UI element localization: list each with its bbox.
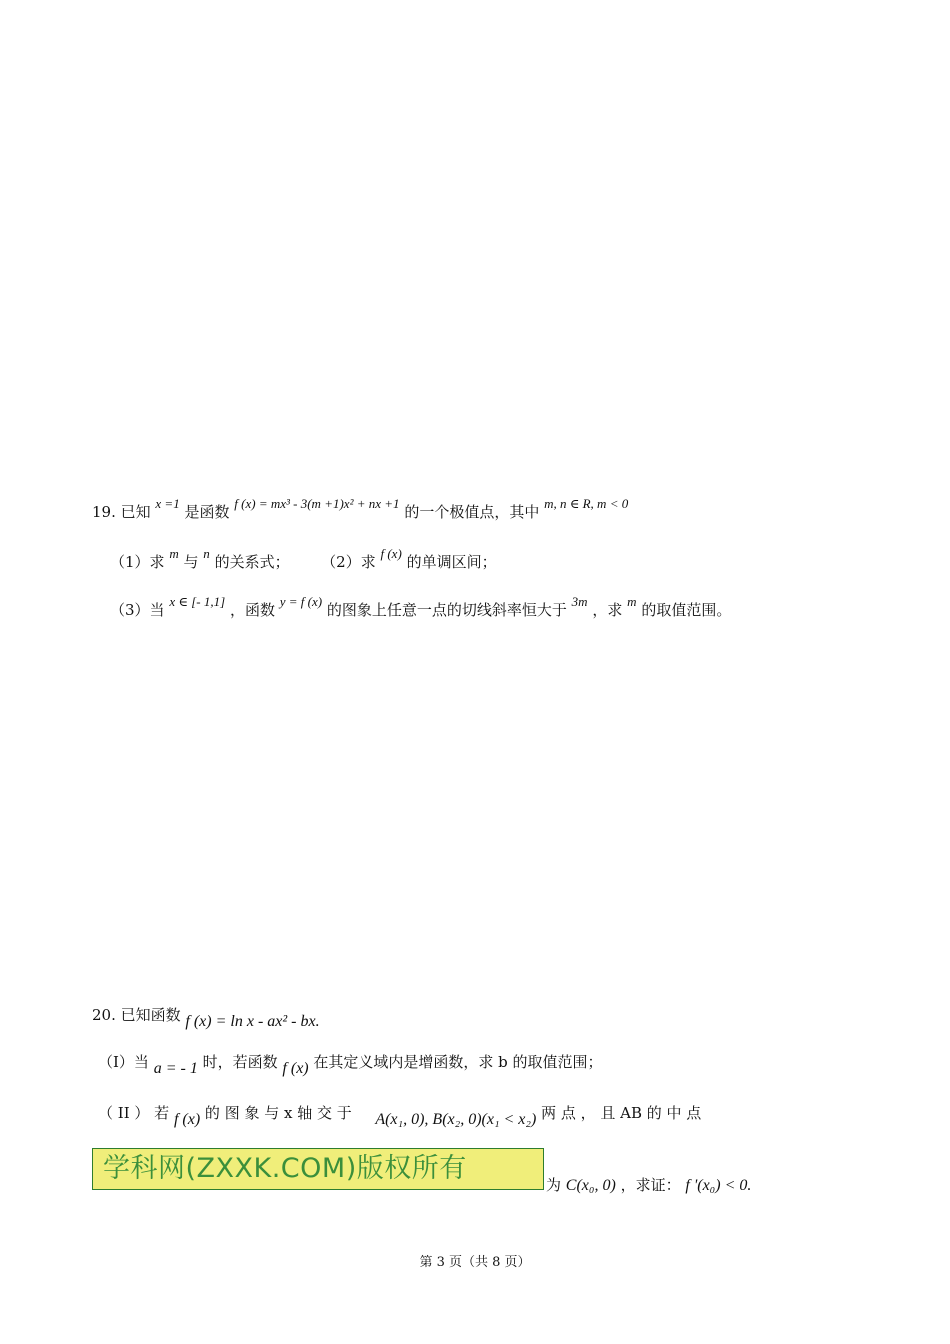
q20-text: 在其定义域内是增函数，求 b 的取值范围；	[313, 1053, 603, 1071]
q19-text: 与	[183, 553, 199, 571]
math-m: m	[169, 546, 179, 561]
q19-number: 19. 已知	[92, 503, 151, 521]
math-a: a = - 1	[153, 1060, 198, 1077]
page-footer: 第 3 页（共 8 页）	[419, 1255, 531, 1270]
q19-line1	[92, 496, 629, 521]
q20-function: f (x) = ln x - ax² - bx.	[185, 1013, 320, 1030]
q20-text: ，求证：	[620, 1176, 681, 1194]
q20-text: 两 点 ， 且 AB 的 中 点	[541, 1104, 702, 1122]
q20-line2	[98, 1053, 603, 1077]
q19-text: 的取值范围。	[641, 601, 732, 619]
q19-line2	[110, 546, 497, 571]
q19-text: 的单调区间；	[406, 553, 497, 571]
math-m: m	[627, 594, 637, 609]
q20-text: 为	[546, 1176, 562, 1194]
q20-text: 的 图 象 与 x 轴 交 于	[204, 1104, 352, 1122]
math-midpoint: C(x₀, 0)	[565, 1177, 616, 1194]
watermark-banner: 学科网(ZXXK.COM)版权所有	[92, 1148, 544, 1190]
q19-part3-label: （3）当	[110, 601, 165, 619]
math-y: y = f (x)	[279, 594, 323, 609]
q19-text: ，函数	[229, 601, 275, 619]
q20-text: 时，若函数	[202, 1053, 278, 1071]
q20-line4	[546, 1178, 751, 1194]
q19-text: 的一个极值点，其中	[404, 503, 540, 521]
q20-part2-label: （ II ） 若	[98, 1104, 170, 1122]
q19-text: 是函数	[184, 503, 230, 521]
math-inequality: f '(x₀) < 0.	[685, 1177, 752, 1194]
q19-part2-label: （2）求	[321, 553, 376, 571]
q20-line1	[92, 1006, 320, 1030]
math-3m: 3m	[571, 594, 588, 609]
q19-text: 的关系式；	[214, 553, 290, 571]
q19-function: f (x) = mx³ - 3(m +1)x² + nx +1	[234, 496, 400, 511]
q19-text: 的图象上任意一点的切线斜率恒大于	[326, 601, 567, 619]
math-points: A(x₁, 0), B(x₂, 0)(x₁ < x₂)	[375, 1111, 537, 1128]
q20-line3	[98, 1104, 702, 1128]
q19-line3	[110, 594, 732, 619]
math-n: n	[203, 546, 210, 561]
q19-condition: x =1	[155, 496, 180, 511]
q19-range: m, n ∈ R, m < 0	[544, 496, 629, 511]
math-fx: f (x)	[380, 546, 402, 561]
q19-part1-label: （1）求	[110, 553, 165, 571]
q19-text: ，求	[592, 601, 623, 619]
math-fx: f (x)	[282, 1060, 309, 1077]
q20-part1-label: （I）当	[98, 1053, 149, 1071]
math-fx: f (x)	[173, 1111, 201, 1128]
q20-number: 20. 已知函数	[92, 1006, 181, 1024]
math-domain: x ∈ [- 1,1]	[169, 594, 226, 609]
